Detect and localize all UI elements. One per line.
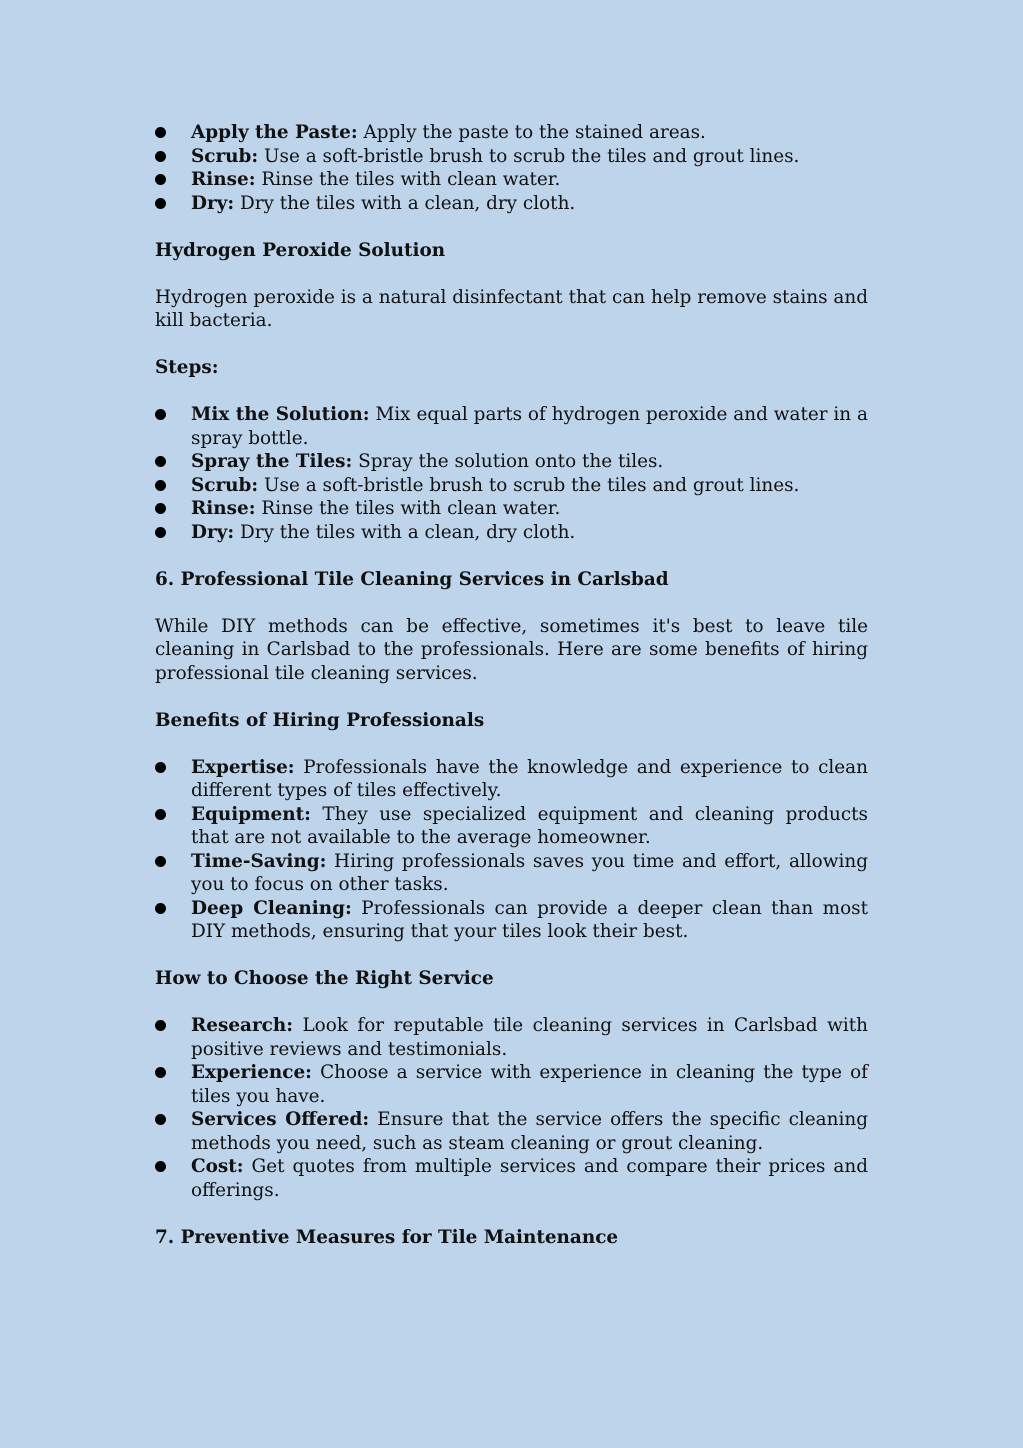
list-item-text: Choose a service with experience in cleaning the type of tiles you have.: [191, 1062, 868, 1107]
bullet-icon: [155, 503, 166, 514]
bullet-icon: [155, 1067, 166, 1078]
list-item: [155, 1155, 868, 1202]
list-item-text: Spray the solution onto the tiles.: [358, 451, 664, 472]
bullet-icon: [155, 127, 166, 138]
hydrogen-heading: Hydrogen Peroxide Solution: [155, 239, 446, 261]
list-item-text: Rinse the tiles with clean water.: [261, 169, 561, 190]
list-item: [155, 803, 868, 850]
list-item-term: Deep Cleaning:: [191, 897, 352, 919]
list-item-text: Look for reputable tile cleaning services in Carlsbad with positive reviews and testimonials.: [191, 1015, 868, 1060]
choose-heading: How to Choose the Right Service: [155, 968, 494, 989]
list-item: [155, 756, 868, 803]
list-item-text: Use a soft-bristle brush to scrub the tiles and grout lines.: [264, 474, 800, 496]
list-item: [155, 850, 868, 897]
list-item-term: Spray the Tiles:: [191, 451, 353, 472]
bullet-icon: [155, 198, 166, 209]
list-item: [155, 1014, 868, 1061]
list-item-term: Expertise:: [191, 756, 295, 778]
list-item-text: Dry the tiles with a clean, dry cloth.: [239, 521, 576, 543]
bullet-icon: [155, 856, 166, 867]
list-item-text: Apply the paste to the stained areas.: [363, 122, 706, 143]
professional-paragraph: While DIY methods can be effective, sometimes it's best to leave tile cleaning in Carlsbad to the professionals. Here are some benefits of hiring professional tile cleaning services.: [155, 615, 868, 684]
list-item: [155, 403, 868, 450]
professional-heading: 6. Professional Tile Cleaning Services in Carlsbad: [155, 568, 669, 590]
list-item: [155, 897, 868, 944]
steps-heading: Steps:: [155, 357, 219, 378]
list-item: [155, 1061, 868, 1108]
list-item-text: Mix equal parts of hydrogen peroxide and water in a spray bottle.: [191, 404, 868, 449]
list-item-term: Dry:: [191, 192, 235, 214]
choose-list: [155, 1014, 868, 1202]
list-item: [155, 168, 868, 192]
list-item-text: Use a soft-bristle brush to scrub the tiles and grout lines.: [264, 145, 800, 167]
bullet-icon: [155, 1161, 166, 1172]
bullet-icon: [155, 1020, 166, 1031]
list-item-term: Scrub:: [191, 474, 259, 496]
list-item-text: Professionals have the knowledge and experience to clean different types of tiles effectively.: [191, 756, 868, 801]
bullet-icon: [155, 1114, 166, 1125]
list-item: [155, 521, 868, 545]
bullet-icon: [155, 762, 166, 773]
list-item-text: Dry the tiles with a clean, dry cloth.: [239, 192, 576, 214]
list-item-term: Services Offered:: [191, 1109, 370, 1130]
bullet-icon: [155, 174, 166, 185]
list-item-text: They use specialized equipment and cleaning products that are not available to the average homeowner.: [191, 803, 868, 848]
list-item: [155, 145, 868, 169]
preventive-heading: 7. Preventive Measures for Tile Maintenance: [155, 1226, 619, 1248]
list-item: [155, 450, 868, 474]
list-item: [155, 192, 868, 216]
list-item-term: Cost:: [191, 1156, 244, 1177]
list-item-text: Hiring professionals saves you time and effort, allowing you to focus on other tasks.: [191, 850, 868, 895]
list-item: [155, 474, 868, 498]
hydrogen-paragraph: Hydrogen peroxide is a natural disinfectant that can help remove stains and kill bacteria.: [155, 286, 868, 331]
bullet-icon: [155, 809, 166, 820]
list-item-text: Professionals can provide a deeper clean than most DIY methods, ensuring that your tiles look their best.: [191, 897, 868, 942]
list-item-term: Mix the Solution:: [191, 404, 370, 425]
list-item-text: Ensure that the service offers the specific cleaning methods you need, such as steam cleaning or grout cleaning.: [191, 1109, 868, 1154]
list-item-text: Rinse the tiles with clean water.: [261, 498, 561, 519]
page-content: [155, 121, 868, 1249]
bullet-icon: [155, 456, 166, 467]
paste-steps-list: [155, 121, 868, 215]
list-item-text: Get quotes from multiple services and compare their prices and offerings.: [191, 1156, 868, 1201]
list-item: [155, 1108, 868, 1155]
list-item-term: Dry:: [191, 521, 235, 543]
bullet-icon: [155, 527, 166, 538]
list-item: [155, 497, 868, 521]
benefits-heading: Benefits of Hiring Professionals: [155, 709, 485, 731]
list-item-term: Experience:: [191, 1062, 312, 1083]
benefits-list: [155, 756, 868, 944]
bullet-icon: [155, 903, 166, 914]
list-item-term: Research:: [191, 1015, 294, 1036]
list-item-term: Time-Saving:: [191, 850, 327, 872]
list-item-term: Scrub:: [191, 145, 259, 167]
list-item-term: Rinse:: [191, 498, 256, 519]
bullet-icon: [155, 480, 166, 491]
list-item-term: Rinse:: [191, 169, 256, 190]
bullet-icon: [155, 409, 166, 420]
list-item-term: Apply the Paste:: [191, 122, 358, 143]
list-item: [155, 121, 868, 145]
list-item-term: Equipment:: [191, 803, 311, 825]
bullet-icon: [155, 151, 166, 162]
hydrogen-steps-list: [155, 403, 868, 544]
